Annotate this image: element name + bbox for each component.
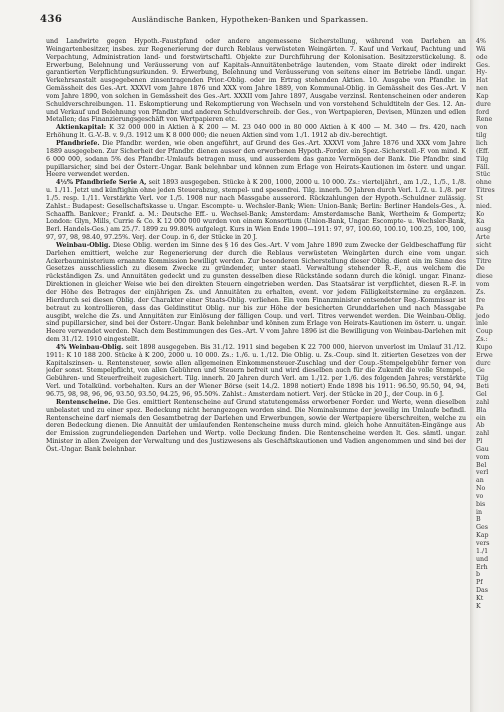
facing-page-fragment: sicht bbox=[476, 241, 492, 249]
paragraph bbox=[46, 344, 466, 399]
section-heading: Rentenscheine. bbox=[56, 398, 111, 406]
facing-page-fragment: Pa bbox=[476, 304, 484, 312]
facing-page-fragment: fre bbox=[476, 296, 486, 304]
facing-page-fragment: durc bbox=[476, 359, 491, 367]
facing-page-fragment: verl bbox=[476, 469, 489, 477]
facing-page-fragment: Hat bbox=[476, 77, 488, 85]
facing-page-fragment: Hy- bbox=[476, 69, 488, 77]
paragraph-text: seit 1898 ausgegeben. Bis 31./12. 1911 sind begeben K 22 700 000, hiervon unverlost im Umlauf 31./12. 1911: K 10 188 200. Stücke à K 200, 2000 u. 10 000. Zs.: 1./6. u. 1./12. Die Oblig. u. Zs.-Coup. sind lt. zitierten Gesetzes von der Kapitalszinsen- u. Rentensteuer, sowie allen allgemeinen Einkommensteuer-Zuschlag und der Coup.-Stempelgebühr ferner von jeder sonst. Stempelpflicht, von allen Gebühren und Steuern befreit und wird dieselben auch für die Zukunft die volle Stempel-, Gebühren- und Steuerfreiheit zugesichert. Tilg. innerh. 20 Jahren durch Verl. am 1./12. per 1./6. des folgenden Jahres; verstärkte Verl. und Totalkünd. vorbehalten. Kurs an der Wiener Börse (seit 14./2. 1898 notiert) Ende 1898 bis 1911: 96.50, 95.50, 94, 94, 96.75, 98, 98, 96, 96, 93.50, 93.50, 94.25, 96, 95.50%. Zahlst.: Amsterdam notiert. Verj. der Stücke in 20 J., der Coup. in 6 J. bbox=[46, 343, 466, 398]
facing-page-fragment: De bbox=[476, 265, 485, 273]
paragraph bbox=[46, 140, 466, 179]
facing-page-fragment: zahl bbox=[476, 430, 490, 438]
facing-page-fragment: Titres bbox=[476, 187, 495, 195]
facing-page-fragment: Gau bbox=[476, 445, 489, 453]
section-heading: Aktienkapital: bbox=[56, 124, 107, 132]
facing-page-fragment: tilg bbox=[476, 132, 487, 140]
facing-page-fragment: No bbox=[476, 485, 486, 493]
facing-page-fragment: Kt bbox=[476, 594, 484, 602]
facing-page-fragment: Kupo bbox=[476, 343, 493, 351]
facing-page-fragment: bis bbox=[476, 500, 486, 508]
facing-page-fragment: ford bbox=[476, 108, 490, 116]
facing-page-fragment: Pl bbox=[476, 438, 483, 446]
facing-page-fragment: jedo bbox=[476, 312, 490, 320]
facing-page-fragment: Erwe bbox=[476, 351, 493, 359]
body-text bbox=[46, 38, 466, 703]
facing-page-fragment: vom bbox=[476, 281, 490, 289]
running-title: Ausländische Banken, Hypotheken-Banken und Sparkassen. bbox=[131, 15, 369, 24]
paragraph-text: Die Ges. emittiert Rentenscheine auf Grund statutengemäss erworbener Forder. und Werte, wenn dieselben unbelastet und zu einer spez. Bedeckung nicht herangezogen worden sind. Die Nominalsumme der jeweilig im Umlaufe befindl. Rentenscheine darf niemals den Gesamtbetrag der Darlehen und Erwerbungen, sowie der Wertpapiere überschreiten, welche zu deren Bedeckung dienen. Die Annuität der umlaufenden Rentenscheine muss durch mind. gleich hohe Annuitäten-Eingänge aus der Emission zugrundeliegenden Darlehen und Wertp. volle Deckung finden. Die Rentenscheine werden lt. Ges. sämtl. ungar. Minister in allen Zweigen der Verwaltung und des Justizwesens als Geschäftskautionen und Vadien angenommen und sind bei der Öst.-Ungar. Bank belehnbar. bbox=[46, 398, 466, 453]
facing-page-fragment: Wä bbox=[476, 45, 486, 53]
section-heading: 4½% Pfandbriefe Serie A, bbox=[56, 179, 147, 187]
section-heading: Pfandbriefe. bbox=[56, 139, 100, 147]
facing-page-fragment: nen bbox=[476, 85, 488, 93]
facing-page-fragment: Rene bbox=[476, 116, 493, 124]
facing-page-fragment: ode bbox=[476, 53, 488, 61]
facing-page-fragment: Arte bbox=[476, 234, 490, 242]
facing-page-fragment: Kap bbox=[476, 532, 489, 540]
facing-page-fragment: zahl bbox=[476, 398, 490, 406]
page-header bbox=[40, 14, 460, 30]
facing-page-fragment: vom bbox=[476, 453, 490, 461]
facing-page-fragment: Tilg bbox=[476, 375, 489, 383]
paragraph-text: Die Pfandbr. werden, wie oben angeführt, auf Grund des Ges.-Art. XXXVI vom Jahre 1876 und XXX vom Jahre 1889 ausgegeben. Zur Sicherheit der Pfandbr. dienen ausser den erworbenen Hypoth.-Forder. ein Spez.-Sicherstell.-F. von mind. K 6 000 000, sodann 5% des Pfandbr.-Umlaufs betragen muss, und ausserdem das ganze Vermögen der Bank. Die Pfandbr. sind pupillarsicher, sind bei der Österr.-Ungar. Bank belehnbar und können zum Erlage von Heirats-Kautionen im österr. und ungar. Heere verwendet werden. bbox=[46, 139, 466, 179]
facing-page-fragment: ausg bbox=[476, 226, 492, 234]
facing-page-fragment: (Eff. bbox=[476, 147, 490, 155]
facing-page-fragment: St bbox=[476, 194, 483, 202]
paragraph bbox=[46, 124, 466, 140]
facing-page-fragment: diese bbox=[476, 273, 493, 281]
paragraph bbox=[46, 179, 466, 242]
facing-page-fragment: lich bbox=[476, 139, 488, 147]
section-heading: Weinbau-Oblig. bbox=[56, 241, 111, 249]
facing-page-fragment: ohne bbox=[476, 179, 492, 187]
facing-page-fragment: Titre bbox=[476, 257, 492, 265]
facing-page-fragment: Fäll. bbox=[476, 163, 490, 171]
paragraph-text: und Landwirte gegen Hypoth.-Faustpfand oder andere angemessene Sicherstellung, während von Darlehen an Weingartenbesitzer, insbes. zur Regenerierung der durch Reblaus verwüsteten Weingärten. 7. Kauf und Verkauf, Pachtung und Verpachtung, Administration land- und forstwirtschaftl. Objekte zur Durchführung der Kolonisation. Besitzzerstückelung. 8. Erwerbung, Belehnung und Veräusserung von auf Kapitals-Annuitätenbeträge lautenden, vom Staate direkt oder indirekt garantierten Verpflichtungsurkunden. 9. Erwerbung, Belehnung und Veräusserung von seitens einer im Betriebe ländl. ungar. Verkehrsanstalt ausgegebenen zinsentragenden Prior.-Oblig. oder im Ertrag stehenden Aktien. 10. Ausgabe von Pfandbr. in Gemässheit des Ges.-Art. XXXVI vom Jahre 1876 und XXX vom Jahre 1889, von Kommunal-Oblig. in Gemässheit des Ges.-Art. V vom Jahre 1890, von solchen in Gemässheit des Ges.-Art. XXXII vom Jahre 1897, Ausgabe verzinsl. Rentenscheinen oder anderen Schuldverschreibungen. 11. Eskomptierung und Rekomptierung von Wechseln und von vorstehend Schuldtiteln der Ges. 12. An- und Verkauf und Belehnung von Pfandbr. und anderen Schuldverschreib. der Ges., von Wertpapieren, Devisen, Münzen und edlen Metallen; das Finanzierungsgeschäft von Wertpapieren etc. bbox=[46, 38, 466, 124]
facing-page-fragment: Das bbox=[476, 587, 489, 595]
facing-page-fragment: Coup bbox=[476, 328, 493, 336]
facing-page-fragment: Bla bbox=[476, 406, 487, 414]
facing-page-fragment: Stüc bbox=[476, 171, 491, 179]
facing-page-fragment: vo bbox=[476, 492, 484, 500]
facing-page-fragment: Erh bbox=[476, 563, 488, 571]
paragraph-text: seit 1893 ausgegeben. Stücke à K 200, 1000, 2000 u. 10 000. Zs.: vierteljährl., am 1./2., 1./5., 1./8. u. 1./11. Jetzt und künftighin ohne jeden Steuerabzug, stempel- und spesenfrei. Tilg. innerh. 50 Jahren durch Verl. 1./2. u. 1./8. per 1./5. resp. 1./11. Verstärkte Verl. vor 1./5. 1908 nur nach Massgabe ausserord. Rückzahlungen der Hypoth.-Schuldner zulässig. Zahlst.: Budapest: Gesellschaftskasse u. Ungar. Escompte- u. Wechsler-Bank; Wien: Union-Bank; Berlin: Berliner Handels-Ges., A. Schaaffh. Bankver.; Frankf. a. M.: Deutsche Eff.- u. Wechsel-Bank; Amsterdam: Amsterdamsche Bank, Wertheim & Gompertz; London: Glyn, Mills, Currie & Co. K 12 000 000 wurden von einem Konsortium (Union-Bank, Ungar. Escompte- u. Wechsler-Bank, Berl. Handels-Ges.) am 25./7. 1899 zu 99.80% aufgelegt. Kurs in Wien Ende 1900—1911: 97, 97, 100.60, 100.10, 100.25, 100, 100, 97, 97, 98, 98.40, 97.25%. Verj. der Coup. in 6, der Stücke in 20 J. bbox=[46, 179, 466, 242]
facing-page-fragment: nied. bbox=[476, 202, 492, 210]
facing-page-fragment: Kap bbox=[476, 92, 489, 100]
facing-page-fragment: sich bbox=[476, 249, 489, 257]
facing-page-fragment: in bbox=[476, 508, 483, 516]
facing-page-fragment: dure bbox=[476, 100, 491, 108]
paragraph-text: Diese Oblig. werden im Sinne des § 16 des Ges.-Art. V vom Jahre 1890 zum Zwecke der Geldbeschaffung für Darlehen emittiert, welche zur Regenerierung der durch die Reblaus verwüsteten Weingärten durch eine vom ungar. Ackerbauministerium ernannte Kommission bewilligt werden. Zur besonderen Sicherstellung dieser Oblig. dient ein im Sinne des Gesetzes ausschliesslich zu diesem Zwecke zu gründender, unter staatl. Verwaltung stehender R.-F., aus welchem die rückständigen Zs. und Annuitäten gedeckt und zu gunsten desselben diese Rückstände sodann durch die königl. ungar. Finanz-Direktionen in gleicher Weise wie bei den direkten Steuern eingetrieben werden. Das Staatsärar ist verpflichtet, diesen R.-F. in der Höhe des Betrages der einjährigen Zs. und Annuitäten zu erhalten, event. vor jedem Fälligkeitstermine zu ergänzen. Hierdurch sei diesen Oblig. der Charakter einer Staats-Oblig. verliehen. Ein vom Finanzminister entsendeter Reg.-Kommissar ist betraut zu kontrollieren, dass das Geldinstitut Oblig. nur bis zur Höhe der besicherten Grunddarlehen und nach Massgabe ausgibt, welche die Zs. und Annuitäten zur Einlösung der fälligen Coup. und verl. Titres verwendet werden. Die Weinbau-Oblig. sind pupillarsicher, sind bei der Österr.-Ungar. Bank belehnbar und können zum Erlage von Heirats-Kautionen im österr. u. ungar. Heere verwendet werden. Nach dem Bestimmungen des Ges.-Art. V vom Jahre 1896 ist die Bewilligung von Weinbau-Darlehen mit dem 31./12. 1910 eingestellt. bbox=[46, 241, 466, 344]
paragraph bbox=[46, 399, 466, 454]
facing-page-fragment: Ges. bbox=[476, 61, 490, 69]
paragraph bbox=[46, 242, 466, 344]
paragraph-text: K 32 000 000 in Aktien à K 200 — M. 23 040 000 in 80 000 Aktien à K 400 — M. 340 — frs. 420, nach Erhöhung lt. G.-V.-B. v. 9./3. 1912 um K 8 000 000; die neuen Aktien sind vom 1./1. 1912 ab div.-berechtigt. bbox=[46, 124, 466, 140]
facing-page-fragment: ein bbox=[476, 414, 486, 422]
facing-page-fragments bbox=[476, 38, 504, 611]
facing-page-fragment: Gel bbox=[476, 390, 487, 398]
facing-page-fragment: Tilg bbox=[476, 155, 489, 163]
facing-page-fragment: Zs. bbox=[476, 289, 486, 296]
facing-page-fragment: Ab bbox=[476, 422, 485, 430]
facing-page-fragment: B bbox=[476, 516, 481, 524]
facing-page-fragment: Ges bbox=[476, 524, 488, 532]
facing-page-fragment: von bbox=[476, 124, 488, 132]
facing-page-edge bbox=[470, 0, 504, 712]
facing-page-fragment: Beti bbox=[476, 383, 489, 391]
facing-page-fragment: K bbox=[476, 602, 481, 610]
facing-page-fragment: Ko bbox=[476, 210, 485, 218]
facing-page-fragment: Ka bbox=[476, 218, 485, 226]
facing-page-fragment: Zs.: bbox=[476, 336, 488, 344]
facing-page-fragment: b bbox=[476, 571, 481, 579]
facing-page-fragment: 4% bbox=[476, 38, 486, 45]
facing-page-fragment: inle bbox=[476, 320, 488, 328]
facing-page-fragment: Bel bbox=[476, 461, 487, 469]
paragraph bbox=[46, 38, 466, 124]
facing-page-fragment: an bbox=[476, 477, 484, 485]
facing-page-fragment: Pf bbox=[476, 579, 483, 587]
facing-page-fragment: vers bbox=[476, 540, 490, 547]
section-heading: 4% Weinbau-Oblig. bbox=[56, 343, 124, 351]
page-number: 436 bbox=[40, 14, 63, 25]
facing-page-fragment: 1./1 bbox=[476, 547, 489, 555]
facing-page-fragment: Ge bbox=[476, 367, 485, 375]
facing-page-fragment: und bbox=[476, 555, 489, 563]
